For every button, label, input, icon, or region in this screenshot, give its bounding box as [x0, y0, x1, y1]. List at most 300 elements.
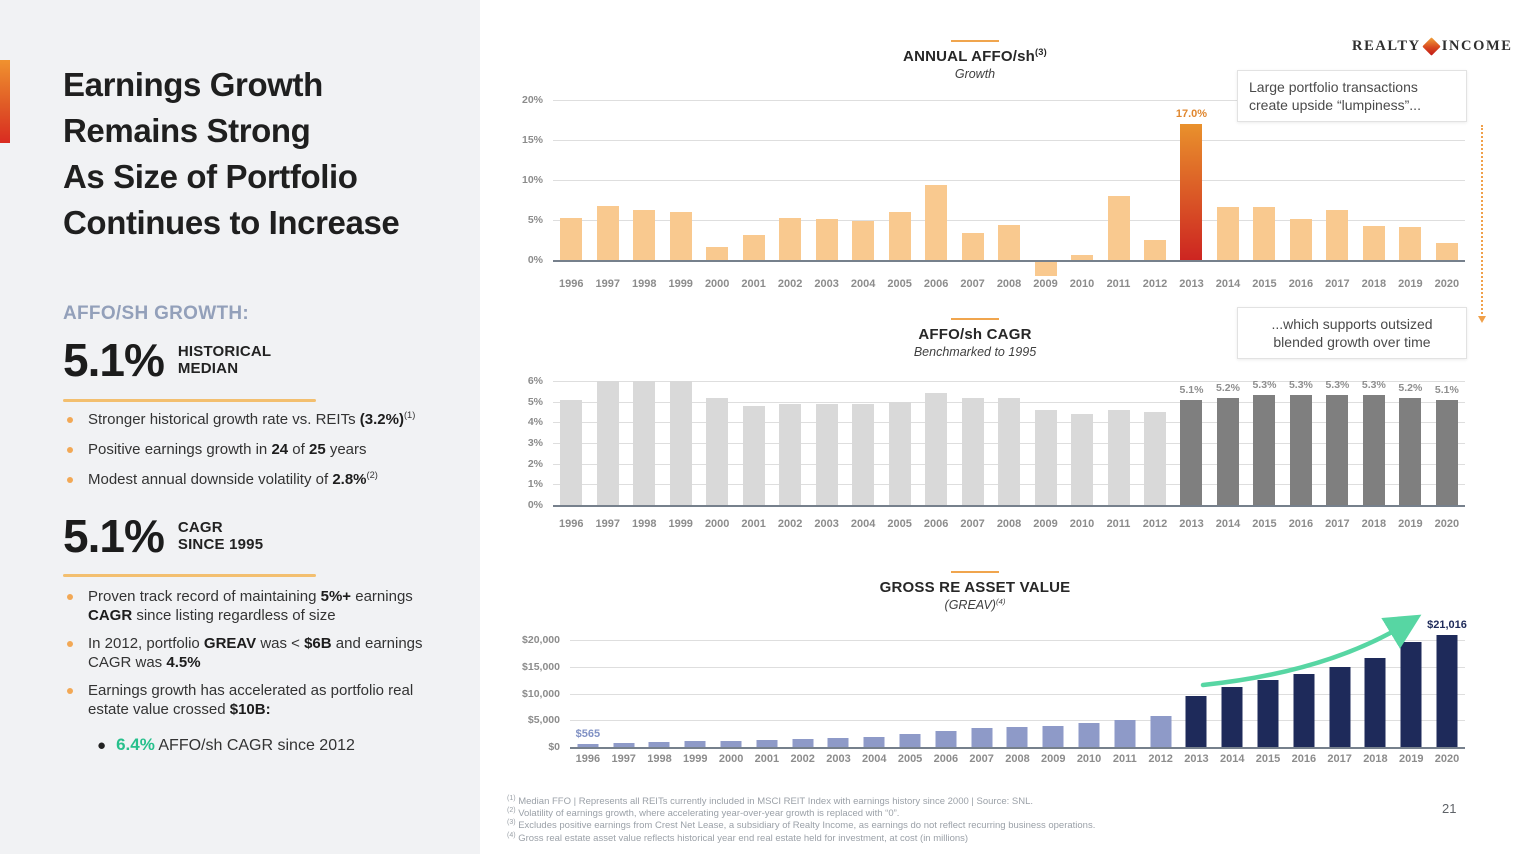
bar-2020 — [1437, 635, 1458, 747]
x-tick-label: 2009 — [1041, 753, 1066, 765]
x-tick-label: 2020 — [1434, 278, 1460, 290]
y-tick-label: $5,000 — [527, 714, 560, 727]
left-panel — [0, 0, 480, 854]
y-tick-label: $20,000 — [522, 634, 560, 646]
bar-slot — [785, 640, 821, 747]
sub-bullet-text: AFFO/sh CAGR since 2012 — [154, 737, 355, 754]
bar-2009 — [1035, 410, 1057, 505]
x-tick-label: 2000 — [718, 753, 744, 765]
bar-2003 — [816, 219, 838, 260]
y-tick-label: 10% — [521, 174, 543, 186]
x-tick-label: 2002 — [790, 753, 815, 765]
page-number: 21 — [1442, 801, 1457, 816]
stat-value: 5.1% — [63, 510, 164, 562]
bar-2004 — [852, 221, 874, 260]
axis-baseline — [553, 505, 1465, 507]
bar-slot — [662, 100, 698, 260]
bar-slot — [553, 100, 589, 260]
bar-2013 — [1180, 400, 1202, 505]
chart1-plot — [553, 100, 1465, 260]
x-tick-label: 2016 — [1291, 753, 1317, 765]
bar-slot — [1035, 640, 1071, 747]
bar-slot — [1393, 640, 1429, 747]
bars-row — [553, 381, 1465, 505]
bar-slot — [1356, 381, 1392, 505]
stat-value: 5.1% — [63, 334, 164, 386]
bar-slot — [1246, 100, 1282, 260]
bar-slot — [808, 381, 844, 505]
bullet-dot: ● — [97, 737, 107, 754]
bar-2006 — [925, 393, 947, 505]
bullet-item: In 2012, portfolio GREAV was < $6B and earnings CAGR was 4.5% — [63, 634, 448, 672]
bar-slot — [1358, 640, 1394, 747]
x-tick-label: 2001 — [754, 753, 780, 765]
bar-slot — [1100, 100, 1136, 260]
bar-2017 — [1329, 667, 1350, 747]
bullet-item: Proven track record of maintaining 5%+ earnings CAGR since listing regardless of size — [63, 587, 448, 625]
x-tick-label: 2006 — [923, 278, 949, 290]
y-tick-label: 20% — [521, 94, 543, 106]
bar-2011 — [1108, 410, 1130, 505]
x-tick-label: 1999 — [683, 753, 708, 765]
bar-value-label: 5.3% — [1325, 379, 1350, 392]
bar-2000 — [706, 398, 728, 505]
bar-2019 — [1399, 398, 1421, 505]
chart3-header — [500, 571, 1450, 612]
x-tick-label: 2003 — [826, 753, 851, 765]
x-tick-label: 2015 — [1252, 518, 1277, 530]
bar-2009 — [1035, 260, 1057, 276]
bar-2001 — [743, 235, 765, 260]
bar-slot — [991, 381, 1027, 505]
footnote-line: $^{(3)}$ Excludes positive earnings from Crest Net Lease, a subsidiary of Realty Income, as earnings do not reflect recurring business operations. — [507, 819, 1096, 832]
y-tick-label: 6% — [527, 374, 543, 387]
x-tick-label: 2008 — [996, 278, 1022, 290]
bar-slot — [642, 640, 678, 747]
bar-value-label: 5.1% — [1179, 383, 1204, 396]
y-tick-label: $10,000 — [522, 687, 560, 700]
bar-2013 — [1186, 696, 1207, 747]
x-tick-label: 1996 — [559, 518, 584, 530]
x-tick-label: 2003 — [814, 518, 839, 530]
bar-slot — [918, 100, 954, 260]
y-tick-label: 1% — [527, 478, 543, 491]
bar-value-label: 5.3% — [1361, 379, 1386, 392]
x-tick-label: 2012 — [1148, 753, 1173, 765]
bar-2012 — [1144, 412, 1166, 505]
bar-slot — [964, 640, 1000, 747]
stat-cagr-since-1995 — [63, 512, 263, 560]
bar-slot — [1286, 640, 1322, 747]
section-label: AFFO/SH GROWTH: — [63, 303, 250, 324]
chart2-y-axis — [483, 374, 543, 511]
x-tick-label: 1999 — [668, 278, 693, 290]
x-tick-label: 2015 — [1252, 278, 1277, 290]
bar-slot — [1356, 100, 1392, 260]
bar-slot — [954, 381, 990, 505]
bar-2005 — [889, 212, 911, 260]
bar-slot — [699, 381, 735, 505]
bullet-item: Stronger historical growth rate vs. REITs $(3.2\%)^{(1)}$ — [63, 410, 448, 429]
x-tick-label: 2011 — [1112, 753, 1137, 765]
bars-row — [553, 100, 1465, 260]
bar-2014 — [1222, 687, 1243, 747]
bar-value-label: 5.2% — [1215, 381, 1240, 394]
bar-slot — [856, 640, 892, 747]
bar-slot — [1210, 100, 1246, 260]
bullet-item: Positive earnings growth in 24 of 25 years — [63, 440, 448, 459]
bar-slot — [1107, 640, 1143, 747]
green-highlight-value: 6.4% — [116, 735, 155, 754]
bar-2001 — [743, 406, 765, 505]
slide-title-line: Remains Strong — [63, 112, 311, 149]
bar-slot — [1392, 100, 1428, 260]
bar-slot — [713, 640, 749, 747]
bar-2008 — [998, 225, 1020, 260]
x-tick-label: 2004 — [850, 518, 876, 530]
x-tick-label: 2001 — [741, 278, 766, 290]
bar-1997 — [597, 206, 619, 260]
bar-slot — [1283, 100, 1319, 260]
bar-value-label: 5.1% — [1434, 383, 1459, 396]
bar-slot — [1137, 100, 1173, 260]
bar-slot — [1429, 381, 1465, 505]
bar-2004 — [852, 404, 874, 505]
y-tick-label: 0% — [527, 254, 543, 266]
stat-label: HISTORICAL MEDIAN — [177, 343, 272, 377]
x-tick-label: 2018 — [1361, 278, 1387, 290]
x-tick-label: 2014 — [1215, 518, 1241, 530]
bar-2012 — [1150, 716, 1171, 747]
x-tick-label: 2014 — [1215, 278, 1241, 290]
x-tick-label: 2004 — [850, 278, 876, 290]
bar-value-label: $565 — [575, 727, 601, 740]
slide-title — [63, 62, 463, 246]
chart3-title: GROSS RE ASSET VALUE — [879, 579, 1071, 596]
x-tick-label: 1997 — [595, 518, 620, 530]
chart3-plot — [570, 618, 1467, 747]
x-tick-label: 1998 — [631, 518, 657, 530]
x-tick-label: 2018 — [1361, 518, 1387, 530]
bar-2007 — [962, 398, 984, 505]
bar-2009 — [1043, 726, 1064, 747]
chart2-x-axis — [553, 518, 1465, 530]
bar-2018 — [1365, 658, 1386, 747]
x-tick-label: 2016 — [1288, 518, 1314, 530]
stat-historical-median — [63, 336, 271, 384]
bar-2018 — [1363, 226, 1385, 260]
bar-slot — [928, 640, 964, 747]
logo-word-right: INCOME — [1441, 38, 1513, 54]
bar-value-label: 17.0% — [1175, 108, 1208, 120]
bar-2014 — [1217, 207, 1239, 260]
bar-slot — [1250, 640, 1286, 747]
bar-slot — [1214, 640, 1250, 747]
x-tick-label: 2016 — [1288, 278, 1314, 290]
bar-2012 — [1144, 240, 1166, 260]
bar-slot — [1100, 381, 1136, 505]
x-tick-label: 2013 — [1184, 753, 1209, 765]
bar-2019 — [1399, 227, 1421, 260]
bar-2014 — [1217, 398, 1239, 505]
bar-2006 — [925, 185, 947, 260]
chart3-title-rule — [951, 571, 999, 573]
y-tick-label: 4% — [527, 416, 543, 429]
callout-blended-growth: ...which supports outsized blended growth over time — [1237, 307, 1467, 359]
bar-1999 — [670, 212, 692, 260]
bar-2002 — [779, 218, 801, 260]
bullet-dot — [67, 477, 73, 483]
stat-underline — [63, 574, 316, 577]
x-tick-label: 2000 — [704, 518, 730, 530]
bar-2019 — [1401, 642, 1422, 747]
x-tick-label: 1996 — [559, 278, 584, 290]
axis-baseline — [553, 260, 1465, 262]
bar-slot — [1429, 100, 1465, 260]
bar-2000 — [706, 247, 728, 260]
x-tick-label: 2018 — [1363, 753, 1388, 765]
bullet-dot — [67, 641, 73, 647]
bar-slot — [589, 100, 625, 260]
stat-underline — [63, 399, 316, 402]
x-tick-label: 2008 — [1005, 753, 1030, 765]
chart2-plot — [553, 381, 1465, 505]
chart3-x-axis — [570, 753, 1465, 765]
x-tick-label: 2008 — [996, 518, 1022, 530]
y-tick-label: 5% — [527, 214, 543, 226]
bar-slot — [1322, 640, 1358, 747]
x-tick-label: 2017 — [1325, 278, 1350, 290]
x-tick-label: 2013 — [1179, 278, 1204, 290]
bar-2016 — [1290, 395, 1312, 505]
footnotes — [507, 796, 1457, 845]
slide-title-line: Continues to Increase — [63, 204, 400, 241]
logo-word-left: REALTY — [1352, 38, 1421, 54]
footnote-line: $^{(2)}$ Volatility of earnings growth, where accelerating year-over-year growth is replaced with “0”. — [507, 807, 900, 820]
bullet-dot — [67, 417, 73, 423]
bar-1996 — [560, 218, 582, 260]
x-tick-label: 2017 — [1325, 518, 1350, 530]
x-tick-label: 2004 — [862, 753, 887, 765]
x-tick-label: 1999 — [668, 518, 693, 530]
bar-slot — [845, 381, 881, 505]
bar-slot — [1173, 381, 1209, 505]
x-tick-label: 2009 — [1033, 278, 1058, 290]
bar-2011 — [1114, 720, 1135, 747]
x-tick-label: 1998 — [631, 278, 657, 290]
bar-slot — [1000, 640, 1036, 747]
bullet-dot — [67, 447, 73, 453]
bar-slot — [881, 100, 917, 260]
bar-slot — [735, 381, 771, 505]
bar-2006 — [935, 731, 956, 747]
bar-2003 — [816, 404, 838, 505]
bar-slot — [570, 640, 606, 747]
bar-slot — [892, 640, 928, 747]
axis-baseline — [570, 747, 1465, 749]
bar-2002 — [792, 739, 813, 747]
bullet-list-cagr — [63, 587, 448, 728]
bar-slot — [626, 381, 662, 505]
x-tick-label: 2002 — [777, 278, 803, 290]
slide-title-line: Earnings Growth — [63, 66, 323, 103]
bar-2011 — [1108, 196, 1130, 260]
bar-2015 — [1253, 395, 1275, 505]
bullet-list-historical — [63, 410, 448, 500]
x-tick-label: 2009 — [1033, 518, 1058, 530]
bar-2002 — [779, 404, 801, 505]
bar-slot — [845, 100, 881, 260]
chart2-subtitle: Benchmarked to 1995 — [913, 345, 1037, 359]
bar-slot — [1319, 381, 1355, 505]
bar-2007 — [962, 233, 984, 260]
bullet-item: Earnings growth has accelerated as portfolio real estate value crossed $10B: — [63, 681, 448, 719]
bar-slot — [772, 381, 808, 505]
bar-slot — [662, 381, 698, 505]
bar-2016 — [1293, 674, 1314, 747]
x-tick-label: 2015 — [1255, 753, 1281, 765]
bullet-dot — [67, 594, 73, 600]
x-tick-label: 2007 — [960, 278, 985, 290]
bar-slot — [1427, 618, 1467, 747]
x-tick-label: 2013 — [1179, 518, 1204, 530]
bar-slot — [808, 100, 844, 260]
x-tick-label: 2006 — [923, 518, 949, 530]
x-tick-label: 2012 — [1142, 518, 1168, 530]
x-tick-label: 2005 — [887, 278, 912, 290]
bar-slot — [772, 100, 808, 260]
bar-2010 — [1079, 723, 1100, 747]
bar-1997 — [597, 381, 619, 505]
bar-1996 — [560, 400, 582, 505]
bar-slot — [1173, 100, 1209, 260]
bar-slot — [1319, 100, 1355, 260]
x-tick-label: 2010 — [1076, 753, 1102, 765]
x-tick-label: 1997 — [611, 753, 636, 765]
bar-2015 — [1258, 680, 1279, 747]
bar-slot — [1071, 640, 1107, 747]
y-tick-label: 15% — [521, 134, 543, 146]
bar-slot — [749, 640, 785, 747]
chart2-title-rule — [951, 318, 999, 320]
bar-2017 — [1326, 210, 1348, 260]
x-tick-label: 2019 — [1398, 518, 1423, 530]
x-tick-label: 2010 — [1069, 278, 1095, 290]
x-tick-label: 2007 — [960, 518, 985, 530]
bar-slot — [1137, 381, 1173, 505]
bar-value-label: 5.3% — [1288, 379, 1313, 392]
dotted-connector-arrow — [1481, 125, 1483, 318]
x-tick-label: 2005 — [887, 518, 912, 530]
bar-slot — [606, 640, 642, 747]
bar-slot — [1210, 381, 1246, 505]
x-tick-label: 2011 — [1106, 518, 1131, 530]
bar-1998 — [633, 210, 655, 260]
y-tick-label: $0 — [548, 741, 560, 753]
bar-slot — [677, 640, 713, 747]
bar-value-label: $21,016 — [1427, 618, 1467, 631]
bar-slot — [1027, 381, 1063, 505]
bullet-item: Modest annual downside volatility of 2.8%$^{(2)}$ — [63, 470, 448, 489]
x-tick-label: 2012 — [1142, 278, 1168, 290]
bar-slot — [699, 100, 735, 260]
x-tick-label: 2003 — [814, 278, 839, 290]
bar-2001 — [756, 740, 777, 747]
bar-value-label: 5.3% — [1252, 379, 1277, 392]
y-tick-label: 5% — [527, 395, 543, 408]
bar-slot — [1064, 381, 1100, 505]
bar-2005 — [900, 734, 921, 747]
bar-slot — [1246, 381, 1282, 505]
chart1-title-rule — [951, 40, 999, 42]
callout-lumpiness: Large portfolio transactions create upside “lumpiness”... — [1237, 70, 1467, 122]
bar-slot — [881, 381, 917, 505]
y-tick-label: 2% — [527, 457, 543, 470]
x-tick-label: 1996 — [575, 753, 601, 765]
x-tick-label: 2010 — [1069, 518, 1095, 530]
accent-bar — [0, 60, 10, 143]
footnote-line: $^{(1)}$ Median FFO | Represents all REITs currently included in MSCI REIT Index with earnings history since 2000 | Source: SNL. — [507, 794, 1034, 807]
bar-slot — [589, 381, 625, 505]
x-tick-label: 2019 — [1398, 753, 1424, 765]
bar-slot — [821, 640, 857, 747]
chart3-subtitle: (GREAV)$^{(4)}$ — [944, 596, 1006, 612]
bar-2013 — [1180, 124, 1202, 260]
x-tick-label: 2005 — [897, 753, 923, 765]
bar-slot — [918, 381, 954, 505]
x-tick-label: 2017 — [1327, 753, 1352, 765]
bar-2003 — [828, 738, 849, 747]
x-tick-label: 2020 — [1434, 753, 1460, 765]
x-tick-label: 2020 — [1434, 518, 1460, 530]
slide-title-line: As Size of Portfolio — [63, 158, 358, 195]
bar-slot — [1179, 640, 1215, 747]
bar-2018 — [1363, 395, 1385, 505]
chart2-title: AFFO/sh CAGR — [918, 326, 1032, 343]
x-tick-label: 2000 — [704, 278, 730, 290]
chart1-y-axis — [483, 94, 543, 266]
x-tick-label: 1997 — [595, 278, 620, 290]
bar-1998 — [633, 381, 655, 505]
bar-2007 — [971, 728, 992, 747]
x-tick-label: 1998 — [647, 753, 672, 765]
y-tick-label: 3% — [527, 436, 543, 449]
bullet-dot — [67, 688, 73, 694]
bar-slot — [1143, 640, 1179, 747]
y-tick-label: $15,000 — [522, 660, 560, 673]
bar-slot — [1283, 381, 1319, 505]
bar-slot — [626, 100, 662, 260]
chart1-subtitle: Growth — [954, 67, 996, 81]
x-tick-label: 2001 — [741, 518, 766, 530]
bar-2010 — [1071, 414, 1093, 505]
x-tick-label: 2014 — [1220, 753, 1245, 765]
footnote-line: $^{(4)}$ Gross real estate asset value reflects historical year end real estate held for investment, at cost (in millions) — [507, 831, 969, 844]
bar-slot — [1064, 100, 1100, 260]
bar-2016 — [1290, 219, 1312, 260]
bar-2008 — [998, 398, 1020, 505]
x-tick-label: 2002 — [777, 518, 803, 530]
bar-value-label: 5.2% — [1398, 381, 1423, 394]
bars-row — [570, 618, 1467, 747]
bar-2008 — [1007, 727, 1028, 747]
bar-2004 — [864, 737, 885, 747]
bar-slot — [954, 100, 990, 260]
bar-2015 — [1253, 207, 1275, 260]
bar-slot — [735, 100, 771, 260]
chart1-x-axis — [553, 278, 1465, 290]
bar-2017 — [1326, 395, 1348, 505]
